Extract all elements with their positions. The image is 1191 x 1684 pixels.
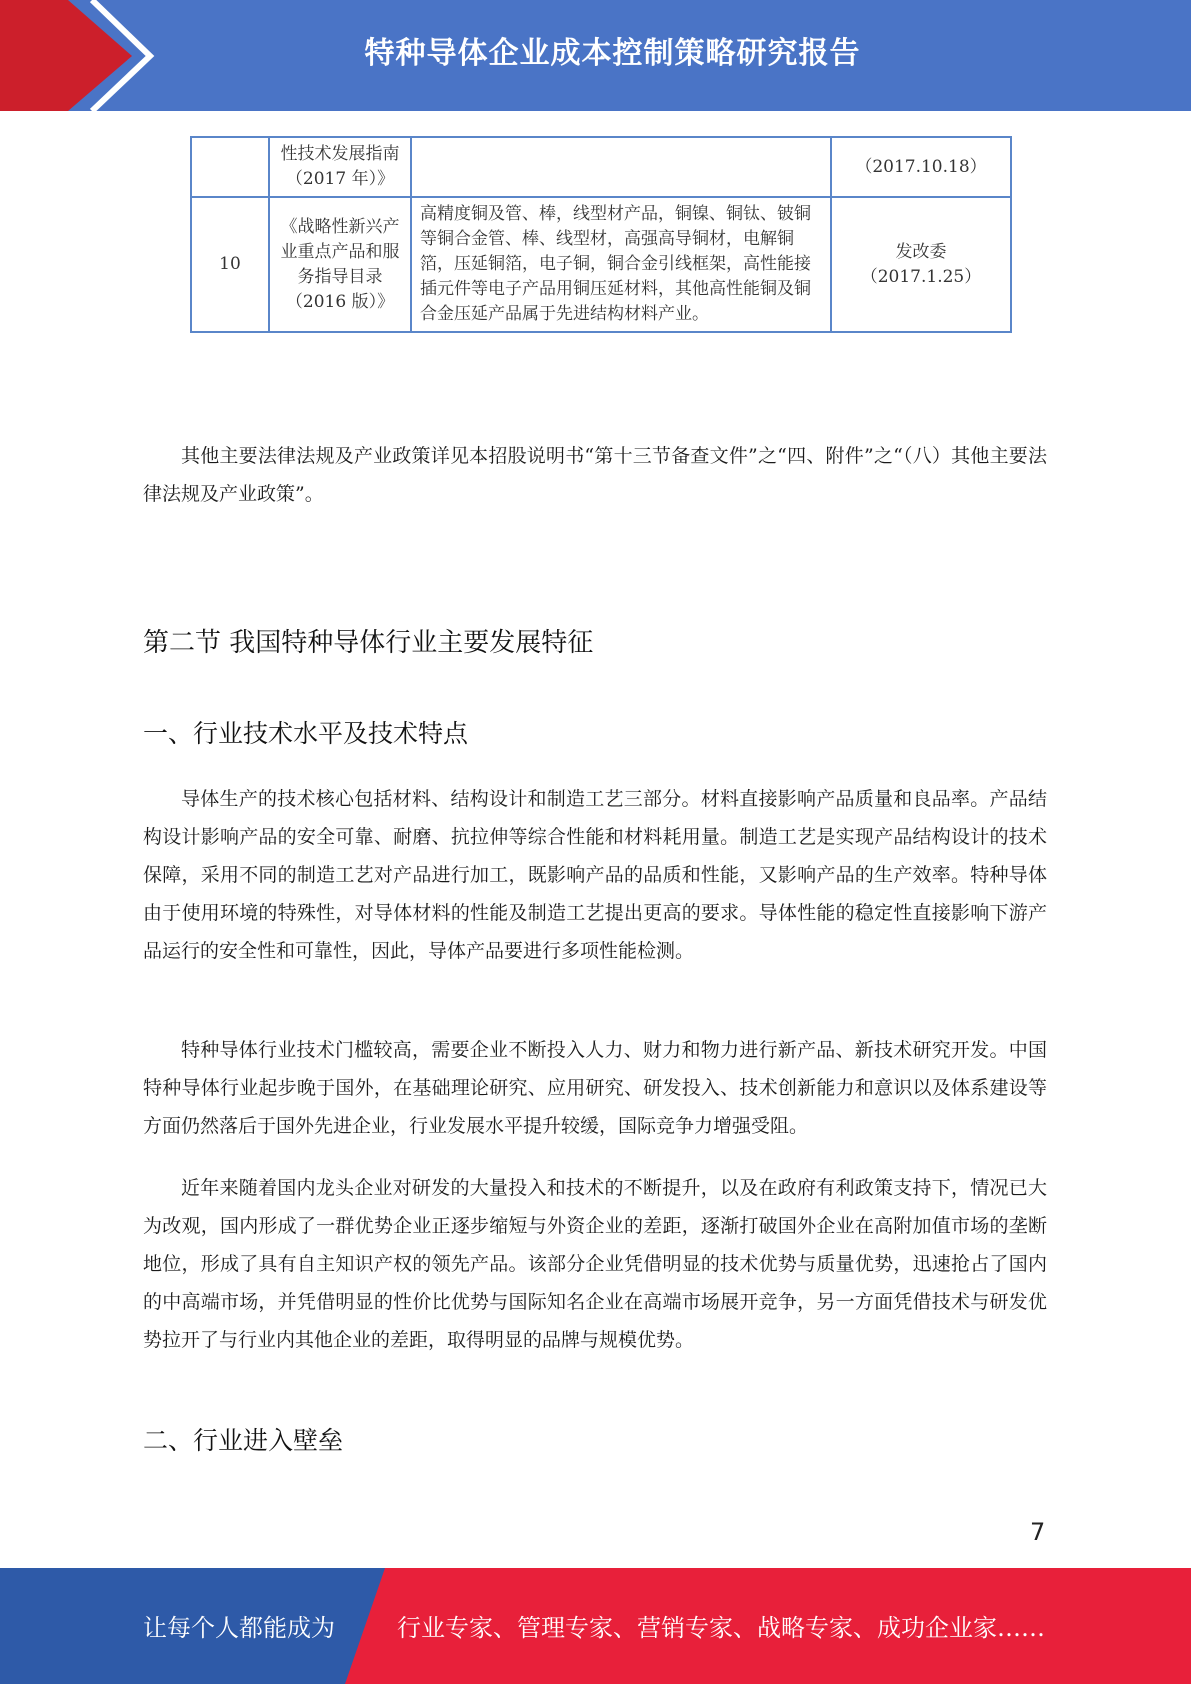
policy-table: [190, 136, 1012, 333]
subsection-title-tech: 一、行业技术水平及技术特点: [143, 719, 469, 748]
footer-slogan-right: 行业专家、管理专家、营销专家、战略专家、成功企业家……: [397, 1614, 1045, 1642]
table-cell-org-line1: 发改委: [895, 241, 947, 262]
paragraph-recent-progress: 近年来随着国内龙头企业对研发的大量投入和技术的不断提升，以及在政府有利政策支持下，情况已大为改观，国内形成了一群优势企业正逐步缩短与外资企业的差距，逐渐打破国外企业在高附加值市场的垄断地位，形成了具有自主知识产权的领先产品。该部分企业凭借明显的技术优势与质量优势，迅速抢占了国内的中高端市场，并凭借明显的性价比优势与国际知名企业在高端市场展开竞争，另一方面凭借技术与研发优势拉开了与行业内其他企业的差距，取得明显的品牌与规模优势。: [143, 1177, 1047, 1351]
table-cell-org-line2: （2017.1.25）: [860, 266, 982, 287]
table-cell-desc: [411, 137, 831, 197]
table-cell-name: 《战略性新兴产业重点产品和服务指导目录（2016 版）》: [269, 197, 411, 332]
header-title: 特种导体企业成本控制策略研究报告: [364, 36, 861, 71]
page-footer: [0, 1568, 1191, 1684]
paragraph-policy-reference: 其他主要法律法规及产业政策详见本招股说明书“第十三节备查文件”之“四、附件”之“（八）其他主要法律法规及产业政策”。: [143, 445, 1047, 505]
table-row: [191, 137, 1011, 197]
table-cell-desc: 高精度铜及管、棒，线型材产品，铜镍、铜钛、铍铜等铜合金管、棒、线型材，高强高导铜材，电解铜箔，压延铜箔，电子铜，铜合金引线框架，高性能接插元件等电子产品用铜压延材料，其他高性能铜及铜合金压延产品属于先进结构材料产业。: [411, 197, 831, 332]
table-cell-no: 10: [191, 197, 269, 332]
table-row: [191, 197, 1011, 332]
table-cell-no: [191, 137, 269, 197]
table-cell-org: （2017.10.18）: [831, 137, 1011, 197]
page-number: 7: [1030, 1518, 1046, 1546]
subsection-title-barriers: 二、行业进入壁垒: [143, 1426, 344, 1455]
paragraph-tech-threshold: 特种导体行业技术门槛较高，需要企业不断投入人力、财力和物力进行新产品、新技术研究开发。中国特种导体行业起步晚于国外，在基础理论研究、应用研究、研发投入、技术创新能力和意识以及体系建设等方面仍然落后于国外先进企业，行业发展水平提升较缓，国际竞争力增强受阻。: [143, 1039, 1047, 1137]
table-cell-name: 性技术发展指南（2017 年）》: [269, 137, 411, 197]
table-cell-org: [831, 197, 1011, 332]
section-title: 第二节 我国特种导体行业主要发展特征: [143, 628, 594, 658]
paragraph-tech-core: 导体生产的技术核心包括材料、结构设计和制造工艺三部分。材料直接影响产品质量和良品率。产品结构设计影响产品的安全可靠、耐磨、抗拉伸等综合性能和材料耗用量。制造工艺是实现产品结构设计的技术保障，采用不同的制造工艺对产品进行加工，既影响产品的品质和性能，又影响产品的生产效率。特种导体由于使用环境的特殊性，对导体材料的性能及制造工艺提出更高的要求。导体性能的稳定性直接影响下游产品运行的安全性和可靠性，因此，导体产品要进行多项性能检测。: [143, 788, 1047, 962]
page-header: [0, 0, 1191, 111]
footer-slogan-left: 让每个人都能成为: [143, 1614, 335, 1642]
